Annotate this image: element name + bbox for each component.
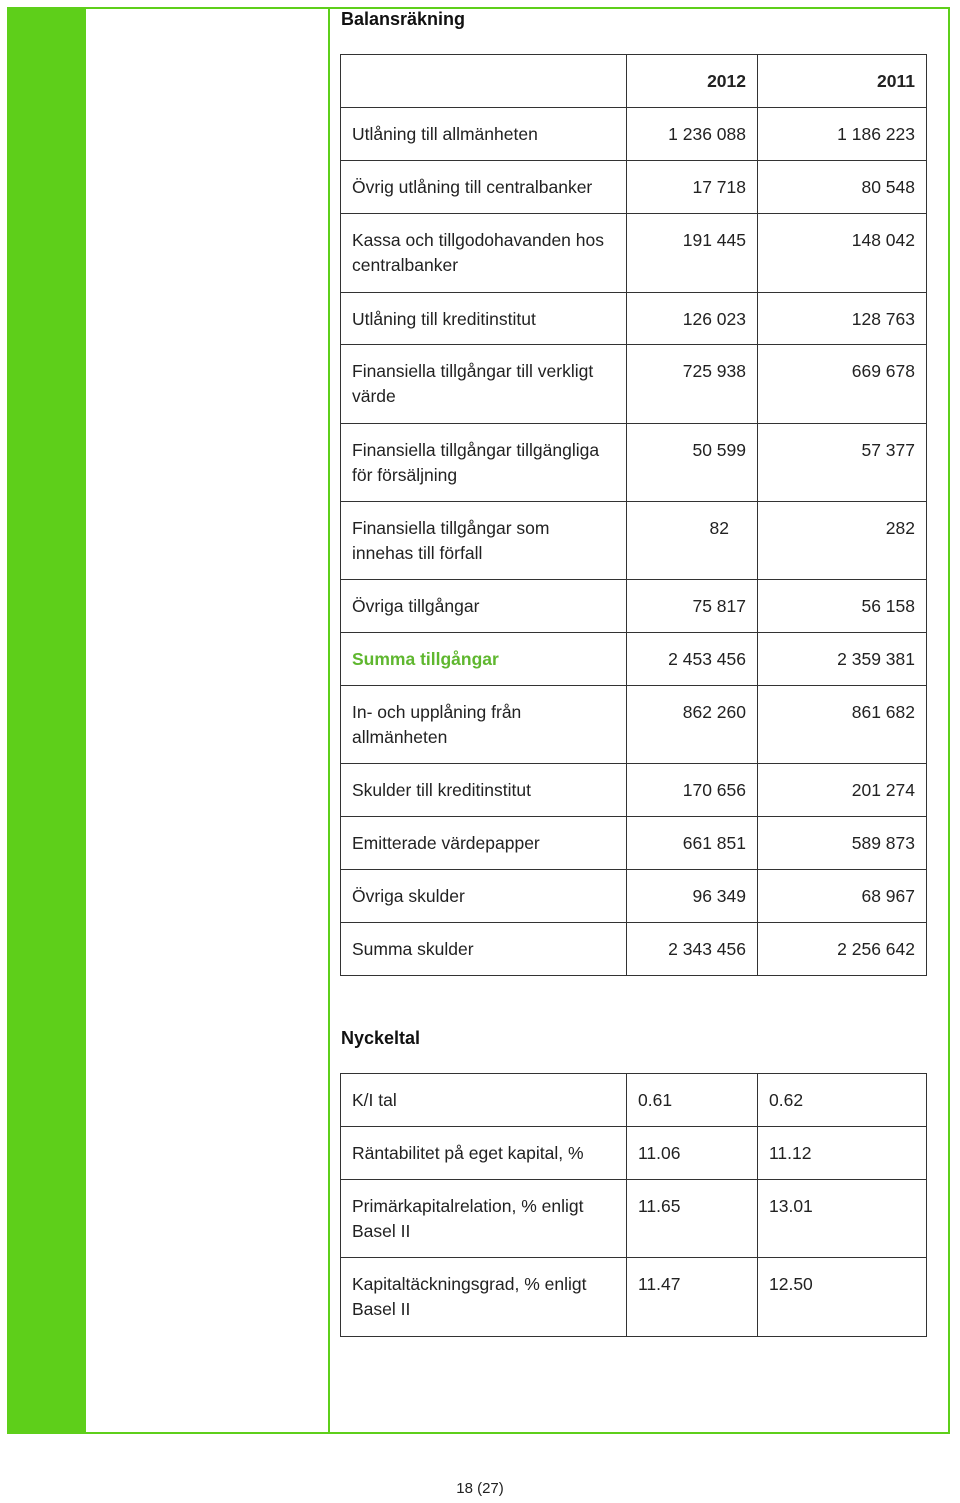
row-value-2012: 2 343 456 [627,923,758,976]
balance-heading: Balansräkning [341,9,466,29]
table-row [341,293,927,345]
row-value-2011: 13.01 [758,1180,927,1258]
row-value-2011: 57 377 [758,424,927,502]
vertical-divider [328,9,330,1432]
row-label: Summa skulder [341,923,627,976]
row-value-2012: 82 [627,502,758,580]
row-value-2012: 170 656 [627,764,758,817]
row-value-2012: 126 023 [627,293,758,345]
row-value-2011: 669 678 [758,345,927,424]
row-value-2011: 0.62 [758,1074,927,1127]
table-row [341,764,927,817]
row-value-2012: 50 599 [627,424,758,502]
table-row [341,108,927,161]
row-value-2012: 11.47 [627,1258,758,1337]
summary-row-liabilities [341,923,927,976]
table-row [341,1258,927,1337]
row-value-2012: 11.06 [627,1127,758,1180]
row-value-2012: 75 817 [627,580,758,633]
row-label: Övrig utlåning till centralbanker [341,161,627,214]
row-label: Övriga skulder [341,870,627,923]
table-header-row [341,55,927,108]
row-value-2011: 148 042 [758,214,927,293]
row-label: Finansiella tillgångar tillgängliga för försäljning [341,424,627,502]
keyfigures-heading: Nyckeltal [341,1028,421,1048]
summary-row-assets [341,633,927,686]
row-value-2012: 191 445 [627,214,758,293]
table-row [341,214,927,293]
row-value-2012: 725 938 [627,345,758,424]
row-value-2012: 17 718 [627,161,758,214]
table-row [341,502,927,580]
row-value-2012: 2 453 456 [627,633,758,686]
row-label: Finansiella tillgångar till verkligt värde [341,345,627,424]
row-value-2011: 68 967 [758,870,927,923]
row-label: Utlåning till kreditinstitut [341,293,627,345]
row-label: Räntabilitet på eget kapital, % [341,1127,627,1180]
row-label: Kapitaltäckningsgrad, % enligt Basel II [341,1258,627,1337]
row-label: Summa tillgångar [341,633,627,686]
table-row [341,424,927,502]
row-value-2012: 661 851 [627,817,758,870]
balance-table [340,54,927,976]
left-green-bar [9,9,86,1432]
row-value-2012: 1 236 088 [627,108,758,161]
row-value-2011: 2 256 642 [758,923,927,976]
table-row [341,870,927,923]
row-label: Emitterade värdepapper [341,817,627,870]
row-value-2012: 11.65 [627,1180,758,1258]
row-label: In- och upplåning från allmänheten [341,686,627,764]
row-value-2011: 12.50 [758,1258,927,1337]
row-label: Övriga tillgångar [341,580,627,633]
row-value-2011: 589 873 [758,817,927,870]
page-number: 18 (27) [456,1480,504,1497]
row-value-2011: 11.12 [758,1127,927,1180]
table-row [341,817,927,870]
row-label: Finansiella tillgångar som innehas till förfall [341,502,627,580]
table-row [341,580,927,633]
row-value-2011: 128 763 [758,293,927,345]
row-value-2011: 2 359 381 [758,633,927,686]
keyfigures-table [340,1073,927,1337]
row-value-2012: 96 349 [627,870,758,923]
row-label: Utlåning till allmänheten [341,108,627,161]
table-row [341,686,927,764]
table-row [341,345,927,424]
row-value-2011: 1 186 223 [758,108,927,161]
row-value-2011: 201 274 [758,764,927,817]
table-row [341,1074,927,1127]
row-label: Kassa och tillgodohavanden hos centralbanker [341,214,627,293]
row-value-2011: 861 682 [758,686,927,764]
row-value-2011: 56 158 [758,580,927,633]
table-row [341,161,927,214]
header-empty-cell [341,55,627,108]
row-label: Primärkapitalrelation, % enligt Basel II [341,1180,627,1258]
table-row [341,1127,927,1180]
header-2011: 2011 [758,55,927,108]
row-value-2012: 862 260 [627,686,758,764]
row-value-2011: 282 [758,502,927,580]
row-label: Skulder till kreditinstitut [341,764,627,817]
row-value-2011: 80 548 [758,161,927,214]
row-value-2012: 0.61 [627,1074,758,1127]
header-2012: 2012 [627,55,758,108]
table-row [341,1180,927,1258]
row-label: K/I tal [341,1074,627,1127]
